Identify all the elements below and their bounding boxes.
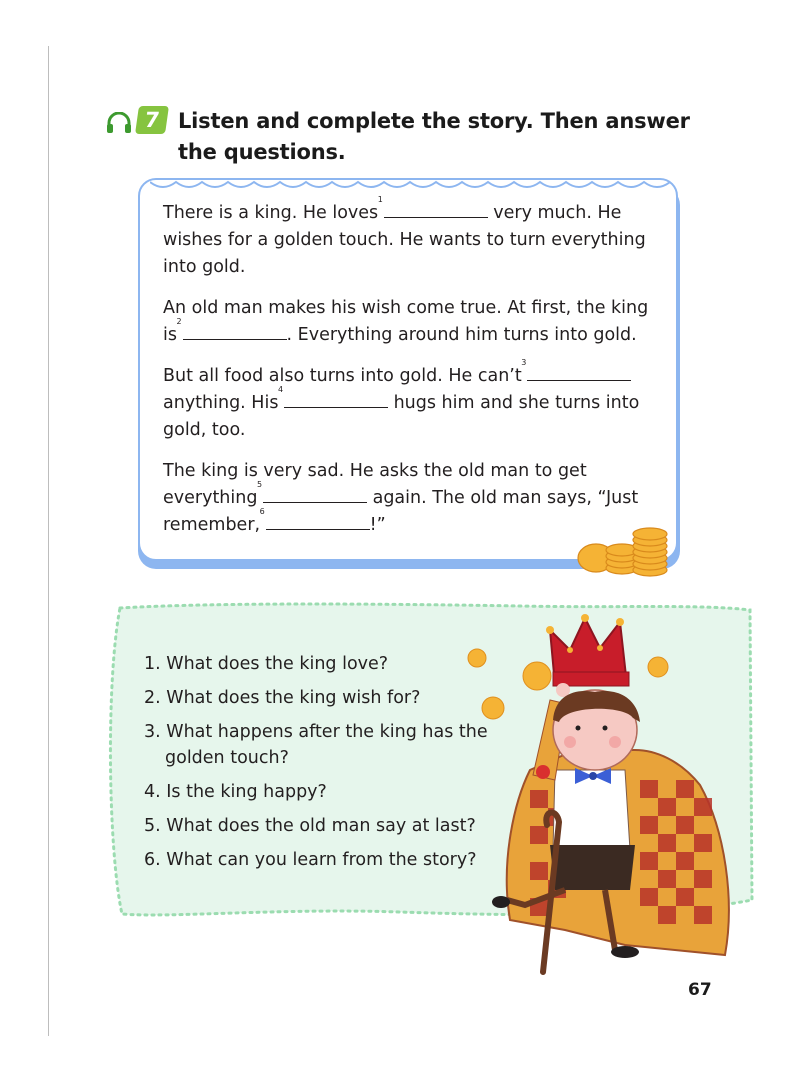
king-illustration xyxy=(455,600,750,980)
blank-2[interactable]: 2 xyxy=(183,322,287,340)
page-margin-line xyxy=(48,46,49,1036)
blank-5[interactable]: 5 xyxy=(263,485,367,503)
question-5: 5. What does the old man say at last? xyxy=(144,816,476,836)
question-3: 3. What happens after the king has the golden touch? xyxy=(144,722,488,768)
gold-coins-illustration xyxy=(574,520,674,580)
story-text xyxy=(163,195,663,553)
question-4: 4. Is the king happy? xyxy=(144,782,327,802)
exercise-header xyxy=(106,106,706,166)
blank-3[interactable]: 3 xyxy=(527,363,631,381)
exercise-title: Listen and complete the story. Then answer the questions. xyxy=(178,109,690,164)
story-paragraph-2: An old man makes his wish come true. At first, the king is 2 . Everything around him turns into gold. xyxy=(163,298,649,345)
story-paragraph-1: There is a king. He loves 1 very much. He wishes for a golden touch. He wants to turn everything into gold. xyxy=(163,195,646,277)
page-number: 67 xyxy=(688,980,712,1000)
question-6: 6. What can you learn from the story? xyxy=(144,850,477,870)
question-2: 2. What does the king wish for? xyxy=(144,688,421,708)
story-paragraph-3: But all food also turns into gold. He can’t 3 anything. His 4 hugs him and she turns into gold, too. xyxy=(163,358,640,440)
questions-list xyxy=(144,651,504,881)
scalloped-edge xyxy=(150,172,670,192)
story-paragraph-4: The king is very sad. He asks the old man to get everything 5 again. The old man says, “Just remember, 6 !” xyxy=(163,461,639,535)
headphones-icon xyxy=(106,112,132,134)
exercise-number-badge: 7 xyxy=(135,106,169,134)
blank-1[interactable]: 1 xyxy=(384,200,488,218)
blank-4[interactable]: 4 xyxy=(284,390,388,408)
blank-6[interactable]: 6 xyxy=(266,512,370,530)
question-1: 1. What does the king love? xyxy=(144,654,389,674)
